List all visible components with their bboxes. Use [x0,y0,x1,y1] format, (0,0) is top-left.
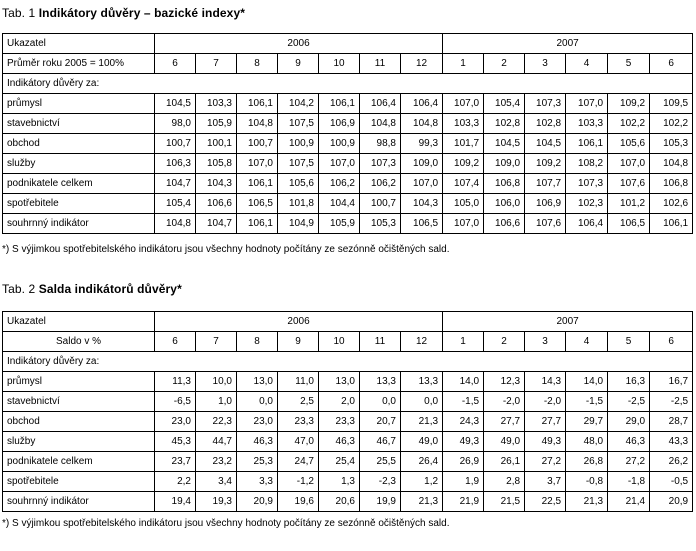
header-base-label: Průměr roku 2005 = 100% [3,54,155,74]
row-label: stavebnictví [3,392,155,412]
row-value: 103,3 [566,114,608,134]
row-value: 21,3 [401,412,443,432]
row-value: 105,0 [443,194,484,214]
row-value: 100,7 [360,194,401,214]
row-value: 106,5 [237,194,278,214]
row-value: 2,8 [484,472,525,492]
header-year-2006: 2006 [155,312,443,332]
row-value: 105,3 [650,134,693,154]
row-value: 107,5 [278,114,319,134]
table-row [3,432,693,452]
row-value: 104,2 [278,94,319,114]
row-value: 106,1 [319,94,360,114]
row-value: 26,8 [566,452,608,472]
row-value: 109,2 [608,94,650,114]
row-value: 107,0 [608,154,650,174]
row-value: 106,0 [484,194,525,214]
row-label: spotřebitele [3,194,155,214]
row-value: 104,8 [360,114,401,134]
row-value: 101,8 [278,194,319,214]
row-value: 104,8 [237,114,278,134]
header-base-label: Saldo v % [3,332,155,352]
row-value: 13,0 [319,372,360,392]
row-value: 26,4 [401,452,443,472]
row-value: 0,0 [237,392,278,412]
row-value: 26,2 [650,452,693,472]
row-value: 0,0 [401,392,443,412]
row-value: 98,8 [360,134,401,154]
row-value: 105,6 [278,174,319,194]
header-month: 3 [525,54,566,74]
row-value: 0,0 [360,392,401,412]
row-value: 13,3 [360,372,401,392]
tab1-footnote: *) S výjimkou spotřebitelského indikátoru jsou všechny hodnoty počítány ze sezónně očištěných sald. [2,244,450,255]
row-value: 107,0 [443,94,484,114]
row-label: průmysl [3,372,155,392]
row-value: -2,5 [650,392,693,412]
row-value: 106,1 [566,134,608,154]
header-month: 3 [525,332,566,352]
row-value: 27,7 [525,412,566,432]
row-value: 106,4 [360,94,401,114]
row-value: 43,3 [650,432,693,452]
row-value: 49,3 [525,432,566,452]
row-value: -2,3 [360,472,401,492]
row-value: 25,5 [360,452,401,472]
row-value: 49,0 [401,432,443,452]
row-value: 98,0 [155,114,196,134]
row-value: 108,2 [566,154,608,174]
row-value: 105,4 [155,194,196,214]
row-value: 106,9 [525,194,566,214]
row-value: 101,2 [608,194,650,214]
row-value: 109,0 [401,154,443,174]
row-value: 26,9 [443,452,484,472]
row-value: -6,5 [155,392,196,412]
header-month: 2 [484,54,525,74]
table-row [3,114,693,134]
row-value: 2,5 [278,392,319,412]
row-value: 23,2 [196,452,237,472]
row-value: 104,9 [278,214,319,234]
row-value: 21,9 [443,492,484,512]
row-value: 104,7 [155,174,196,194]
row-value: 102,6 [650,194,693,214]
row-value: 106,1 [237,174,278,194]
row-value: 107,0 [443,214,484,234]
row-value: 1,9 [443,472,484,492]
tab2-caption-prefix: Tab. 2 [2,282,36,296]
row-value: 23,0 [237,412,278,432]
header-month: 6 [650,332,693,352]
row-value: 23,3 [278,412,319,432]
row-value: 104,5 [155,94,196,114]
row-value: 46,3 [319,432,360,452]
row-value: 107,3 [525,94,566,114]
row-label: služby [3,154,155,174]
table-row [3,392,693,412]
row-label: stavebnictví [3,114,155,134]
row-value: 105,4 [484,94,525,114]
row-value: 104,7 [196,214,237,234]
row-value: 107,3 [566,174,608,194]
row-value: 104,8 [650,154,693,174]
row-value: -1,5 [443,392,484,412]
row-value: 23,0 [155,412,196,432]
row-value: 25,4 [319,452,360,472]
row-value: 100,9 [319,134,360,154]
header-row-months [3,332,693,352]
row-value: 102,8 [525,114,566,134]
row-value: 3,7 [525,472,566,492]
row-value: 107,0 [319,154,360,174]
row-value: 107,4 [443,174,484,194]
row-value: 106,9 [319,114,360,134]
row-value: 49,0 [484,432,525,452]
tab2-footnote: *) S výjimkou spotřebitelského indikátoru jsou všechny hodnoty počítány ze sezónně očištěných sald. [2,518,450,529]
row-value: 107,0 [401,174,443,194]
row-value: 106,5 [401,214,443,234]
row-value: 106,6 [196,194,237,214]
row-value: 27,2 [525,452,566,472]
row-value: -1,8 [608,472,650,492]
row-label: obchod [3,412,155,432]
header-month: 11 [360,332,401,352]
row-value: -0,5 [650,472,693,492]
table-row [3,372,693,392]
header-month: 2 [484,332,525,352]
tab1-table [2,33,693,234]
header-month: 1 [443,332,484,352]
row-value: 1,3 [319,472,360,492]
row-value: 48,0 [566,432,608,452]
row-value: 106,1 [237,214,278,234]
row-value: 107,3 [360,154,401,174]
header-month: 10 [319,54,360,74]
table-row [3,174,693,194]
row-value: 104,4 [319,194,360,214]
row-value: 106,5 [608,214,650,234]
header-month: 7 [196,54,237,74]
row-value: 20,9 [237,492,278,512]
row-value: 104,3 [196,174,237,194]
row-value: 106,8 [484,174,525,194]
row-value: 105,6 [608,134,650,154]
row-value: 107,5 [278,154,319,174]
row-value: 102,3 [566,194,608,214]
row-value: 105,9 [196,114,237,134]
row-value: 2,2 [155,472,196,492]
row-value: 46,3 [608,432,650,452]
row-value: 21,3 [566,492,608,512]
row-value: 47,0 [278,432,319,452]
row-value: 27,7 [484,412,525,432]
row-value: 102,8 [484,114,525,134]
row-value: 106,4 [401,94,443,114]
row-value: 106,4 [566,214,608,234]
row-value: 109,5 [650,94,693,114]
header-month: 6 [650,54,693,74]
row-value: 106,1 [650,214,693,234]
row-value: 2,0 [319,392,360,412]
row-label: průmysl [3,94,155,114]
row-value: 3,4 [196,472,237,492]
row-value: 29,0 [608,412,650,432]
row-value: 107,6 [525,214,566,234]
row-value: 107,6 [608,174,650,194]
row-value: 19,4 [155,492,196,512]
row-value: 21,3 [401,492,443,512]
row-value: 106,1 [237,94,278,114]
table-row [3,94,693,114]
row-value: 24,7 [278,452,319,472]
row-value: 102,2 [608,114,650,134]
row-value: 3,3 [237,472,278,492]
row-value: 46,3 [237,432,278,452]
row-value: 106,6 [484,214,525,234]
row-label: podnikatele celkem [3,452,155,472]
row-value: 1,0 [196,392,237,412]
row-value: 107,0 [237,154,278,174]
header-ukazatel: Ukazatel [3,34,155,54]
row-value: 109,0 [484,154,525,174]
row-value: 11,3 [155,372,196,392]
row-value: 23,7 [155,452,196,472]
header-row-years [3,34,693,54]
row-value: 10,0 [196,372,237,392]
row-label: souhrnný indikátor [3,492,155,512]
header-month: 7 [196,332,237,352]
row-value: 20,9 [650,492,693,512]
row-value: 44,7 [196,432,237,452]
header-month: 4 [566,54,608,74]
table-row [3,472,693,492]
row-value: 104,5 [525,134,566,154]
header-row-months [3,54,693,74]
row-value: 104,8 [155,214,196,234]
row-value: 106,2 [319,174,360,194]
row-value: 107,7 [525,174,566,194]
row-value: 21,4 [608,492,650,512]
row-value: -0,8 [566,472,608,492]
row-value: 100,9 [278,134,319,154]
tab2-caption-title: Salda indikátorů důvěry* [38,282,182,296]
header-month: 5 [608,54,650,74]
row-value: 27,2 [608,452,650,472]
row-label: podnikatele celkem [3,174,155,194]
tab2-caption [2,282,182,296]
row-value: 101,7 [443,134,484,154]
row-value: 20,6 [319,492,360,512]
row-value: 19,3 [196,492,237,512]
row-value: 105,3 [360,214,401,234]
row-value: 105,8 [196,154,237,174]
row-value: 107,0 [566,94,608,114]
row-value: 24,3 [443,412,484,432]
row-value: 105,9 [319,214,360,234]
row-value: 104,5 [484,134,525,154]
header-year-2006: 2006 [155,34,443,54]
row-value: 19,9 [360,492,401,512]
row-value: -1,2 [278,472,319,492]
row-value: 103,3 [196,94,237,114]
row-value: 14,3 [525,372,566,392]
tab1-caption-prefix: Tab. 1 [2,6,36,20]
row-value: 16,3 [608,372,650,392]
row-value: -2,0 [484,392,525,412]
row-value: 13,0 [237,372,278,392]
header-month: 10 [319,332,360,352]
section-row [3,352,693,372]
row-value: 49,3 [443,432,484,452]
row-value: 100,1 [196,134,237,154]
row-value: 100,7 [237,134,278,154]
row-value: 106,3 [155,154,196,174]
header-year-2007: 2007 [443,34,693,54]
row-value: 104,3 [401,194,443,214]
header-row-years [3,312,693,332]
header-month: 9 [278,332,319,352]
table-row [3,134,693,154]
row-value: 45,3 [155,432,196,452]
header-month: 11 [360,54,401,74]
row-value: 21,5 [484,492,525,512]
table-row [3,492,693,512]
row-value: 99,3 [401,134,443,154]
row-value: 14,0 [566,372,608,392]
row-value: 23,3 [319,412,360,432]
row-value: 28,7 [650,412,693,432]
table-row [3,194,693,214]
row-value: 100,7 [155,134,196,154]
header-month: 4 [566,332,608,352]
row-value: -2,5 [608,392,650,412]
tab1-caption-title: Indikátory důvěry – bazické indexy* [38,6,245,20]
header-month: 9 [278,54,319,74]
row-value: 26,1 [484,452,525,472]
tab2-table [2,311,693,512]
header-month: 6 [155,54,196,74]
tab1-caption [2,6,245,20]
row-value: 14,0 [443,372,484,392]
header-month: 8 [237,332,278,352]
header-month: 5 [608,332,650,352]
header-ukazatel: Ukazatel [3,312,155,332]
row-value: 25,3 [237,452,278,472]
section-row [3,74,693,94]
table-row [3,412,693,432]
row-value: 13,3 [401,372,443,392]
row-value: 46,7 [360,432,401,452]
header-month: 12 [401,54,443,74]
row-value: 1,2 [401,472,443,492]
row-value: 106,2 [360,174,401,194]
header-month: 1 [443,54,484,74]
row-value: 106,8 [650,174,693,194]
row-value: 12,3 [484,372,525,392]
row-value: 19,6 [278,492,319,512]
row-value: -1,5 [566,392,608,412]
row-value: 11,0 [278,372,319,392]
row-value: 22,5 [525,492,566,512]
row-value: 20,7 [360,412,401,432]
section-label: Indikátory důvěry za: [3,352,693,372]
row-value: 16,7 [650,372,693,392]
row-label: souhrnný indikátor [3,214,155,234]
table-row [3,154,693,174]
header-year-2007: 2007 [443,312,693,332]
section-label: Indikátory důvěry za: [3,74,693,94]
row-value: 22,3 [196,412,237,432]
row-value: 109,2 [443,154,484,174]
header-month: 6 [155,332,196,352]
table-row [3,214,693,234]
row-label: obchod [3,134,155,154]
row-value: 103,3 [443,114,484,134]
header-month: 8 [237,54,278,74]
row-value: 29,7 [566,412,608,432]
row-value: 104,8 [401,114,443,134]
row-value: 102,2 [650,114,693,134]
row-label: spotřebitele [3,472,155,492]
row-value: -2,0 [525,392,566,412]
table-row [3,452,693,472]
row-label: služby [3,432,155,452]
header-month: 12 [401,332,443,352]
row-value: 109,2 [525,154,566,174]
